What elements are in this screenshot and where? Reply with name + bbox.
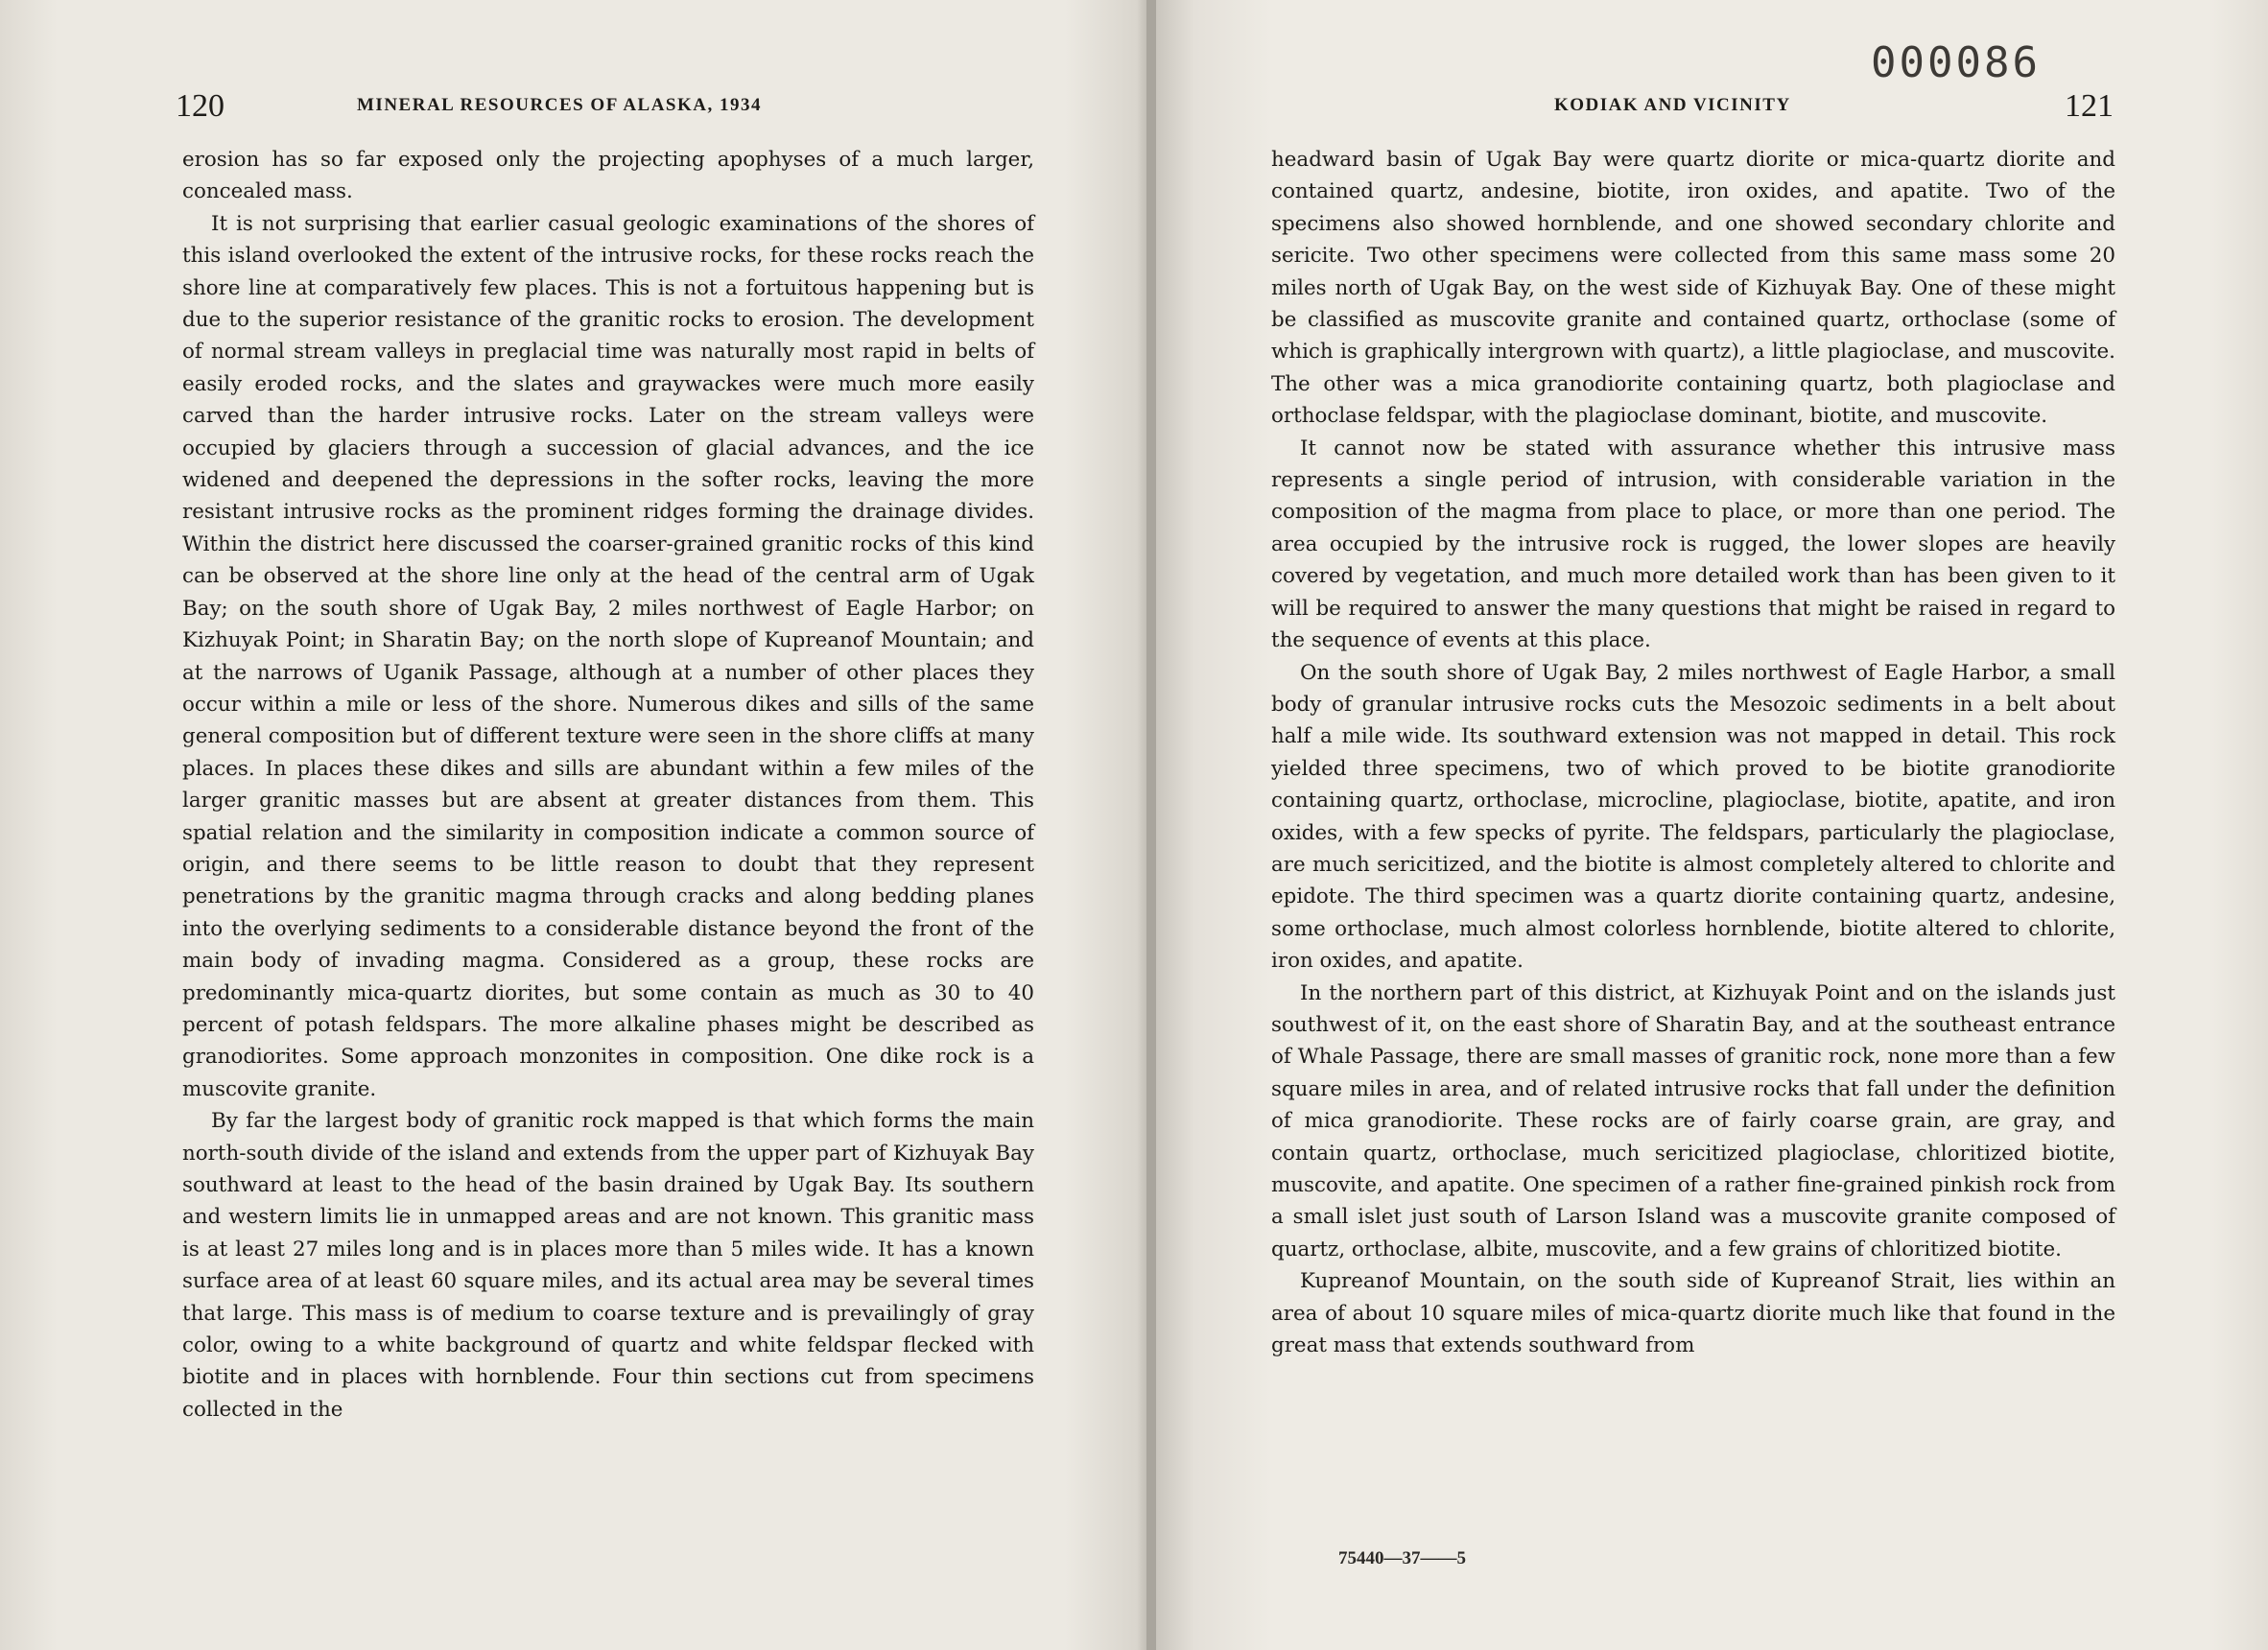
paragraph: erosion has so far exposed only the projecting apophyses of a much larger, concealed mass. — [182, 148, 1034, 204]
archive-stamp-number: 000086 — [1871, 38, 2041, 87]
running-head-right: KODIAK AND VICINITY — [1554, 95, 1791, 115]
book-gutter — [1146, 0, 1156, 1650]
paragraph: It is not surprising that earlier casual geologic examinations of the shores of this island overlooked the extent of the intrusive rocks, for these rocks reach the shore line at comparatively few places. This is not a fortuitous happening but is due to the superior resistance of the granitic rocks to erosion. The development of normal stream valleys in preglacial time was naturally most rapid in belts of easily eroded rocks, and the slates and graywackes were much more easily carved than the harder intrusive rocks. Later on the stream valleys were occupied by glaciers through a succession of glacial advances, and the ice widened and deepened the depressions in the softer rocks, leaving the more resistant intrusive rocks as the prominent ridges forming the drainage divides. Within the district here discussed the coarser-grained granitic rocks of this kind can be observed at the shore line only at the head of the central arm of Ugak Bay; on the south shore of Ugak Bay, 2 miles northwest of Eagle Harbor; on Kizhuyak Point; in Sharatin Bay; on the north slope of Kupreanof Mountain; and at the narrows of Uganik Passage, although at a number of other places they occur within a mile or less of the shore. Numerous dikes and sills of the same general composition but of different texture were seen in the shore cliffs at many places. In places these dikes and sills are abundant within a few miles of the larger granitic masses but are absent at greater distances from them. This spatial relation and the similarity in composition indicate a common source of origin, and there seems to be little reason to doubt that they represent penetrations by the granitic magma through cracks and along bedding planes into the overlying sediments to a considerable distance beyond the front of the main body of invading magma. Considered as a group, these rocks are predominantly mica-quartz diorites, but some contain as much as 30 to 40 percent of potash feldspars. The more alkaline phases might be described as granodiorites. Some approach monzonites in composition. One dike rock is a muscovite granite. — [182, 211, 1034, 1101]
page-number-left: 120 — [176, 88, 224, 124]
signature-mark: 75440—37——5 — [1338, 1548, 1466, 1568]
paragraph: Kupreanof Mountain, on the south side of Kupreanof Strait, lies within an area of about 10 square miles of mica-quartz diorite much like that found in the great mass that extends southward from — [1271, 1269, 2115, 1358]
paragraph: On the south shore of Ugak Bay, 2 miles northwest of Eagle Harbor, a small body of granular intrusive rocks cuts the Mesozoic sediments in a belt about half a mile wide. Its southward extension was not mapped in detail. This rock yielded three specimens, two of which proved to be biotite granodiorite containing quartz, orthoclase, microcline, plagioclase, biotite, apatite, and iron oxides, with a few specks of pyrite. The feldspars, particularly the plagioclase, are much sericitized, and the biotite is almost completely altered to chlorite and epidote. The third specimen was a quartz diorite containing quartz, andesine, some orthoclase, much almost colorless hornblende, biotite altered to chlorite, iron oxides, and apatite. — [1271, 660, 2115, 974]
page-number-right: 121 — [2065, 88, 2114, 124]
left-body-text — [182, 144, 1034, 1426]
paragraph: By far the largest body of granitic rock mapped is that which forms the main north-south divide of the island and extends from the upper part of Kizhuyak Bay southward at least to the head of the basin drained by Ugak Bay. Its southern and western limits lie in unmapped areas and are not known. This granitic mass is at least 27 miles long and is in places more than 5 miles wide. It has a known surface area of at least 60 square miles, and its actual area may be several times that large. This mass is of medium to coarse texture and is prevailingly of gray color, owing to a white background of quartz and white feldspar flecked with biotite and in places with hornblende. Four thin sections cut from specimens collected in the — [182, 1109, 1034, 1422]
right-body-text — [1271, 144, 2115, 1361]
paragraph: It cannot now be stated with assurance whether this intrusive mass represents a single period of intrusion, with considerable variation in the composition of the magma from place to place, or more than one period. The area occupied by the intrusive rock is rugged, the lower slopes are heavily covered by vegetation, and much more detailed work than has been given to it will be required to answer the many questions that might be raised in regard to the sequence of events at this place. — [1271, 436, 2115, 653]
paragraph: In the northern part of this district, at Kizhuyak Point and on the islands just southwest of it, on the east shore of Sharatin Bay, and at the southeast entrance of Whale Passage, there are small masses of granitic rock, none more than a few square miles in area, and of related intrusive rocks that fall under the definition of mica granodiorite. These rocks are of fairly coarse grain, are gray, and contain quartz, orthoclase, much sericitized plagioclase, chloritized biotite, muscovite, and apatite. One specimen of a rather fine-grained pinkish rock from a small islet just south of Larson Island was a muscovite granite composed of quartz, orthoclase, albite, muscovite, and a few grains of chloritized biotite. — [1271, 980, 2115, 1261]
running-head-left: MINERAL RESOURCES OF ALASKA, 1934 — [357, 95, 762, 115]
paragraph: headward basin of Ugak Bay were quartz diorite or mica-quartz diorite and contained quartz, andesine, biotite, iron oxides, and apatite. Two of the specimens also showed hornblende, and one showed secondary chlorite and sericite. Two other specimens were collected from this same mass some 20 miles north of Ugak Bay, on the west side of Kizhuyak Bay. One of these might be classified as muscovite granite and contained quartz, orthoclase (some of which is graphically intergrown with quartz), a little plagioclase, and muscovite. The other was a mica granodiorite containing quartz, both plagioclase and orthoclase feldspar, with the plagioclase dominant, biotite, and muscovite. — [1271, 148, 2115, 429]
